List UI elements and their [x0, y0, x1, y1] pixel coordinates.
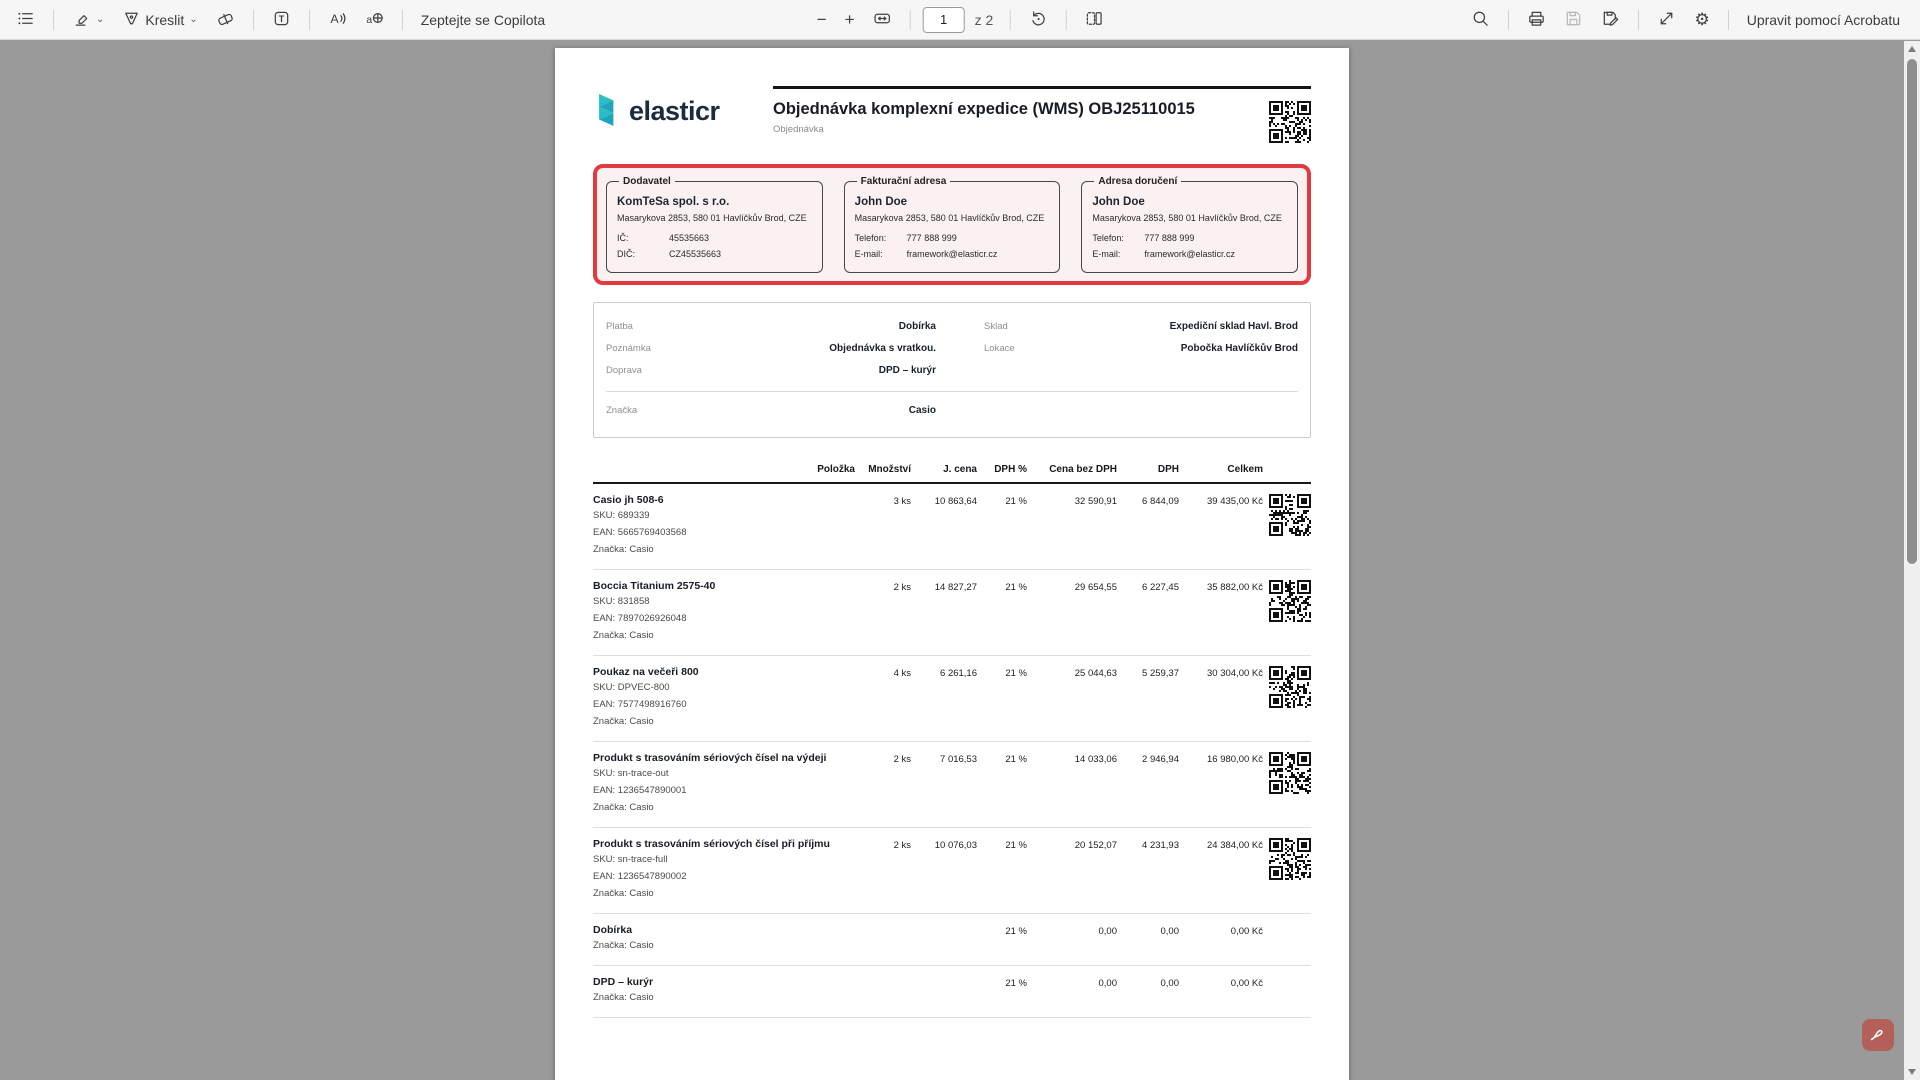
document-title: Objednávka komplexní expedice (WMS) OBJ25110015 — [773, 100, 1195, 118]
save-as-icon — [1601, 9, 1620, 31]
item-unit-price: 10 076,03 — [934, 840, 977, 851]
info-value: Casio — [908, 405, 936, 416]
toolbar-separator — [402, 10, 403, 30]
fit-to-width-button[interactable] — [867, 5, 898, 35]
items-table — [593, 464, 1311, 1018]
order-info-section — [593, 302, 1311, 438]
item-vat-rate: 21 % — [1005, 496, 1027, 507]
field-value: 777 888 999 — [1144, 233, 1195, 243]
item-vat-amount: 6 844,09 — [1142, 496, 1179, 507]
read-aloud-button[interactable] — [322, 5, 353, 35]
item-brand: Značka: Casio — [593, 802, 654, 813]
item-sku: SKU: sn-trace-out — [593, 768, 669, 779]
item-total: 0,00 Kč — [1230, 926, 1263, 937]
draw-label: Kreslit — [145, 11, 185, 28]
item-vat-amount: 6 227,45 — [1142, 582, 1179, 593]
address-field-row — [855, 246, 1050, 262]
chevron-down-icon: ⌄ — [96, 14, 105, 25]
item-total: 0,00 Kč — [1230, 978, 1263, 989]
toolbar-separator — [53, 10, 54, 30]
fit-width-icon — [873, 9, 892, 31]
item-name: Poukaz na večeři 800 — [593, 666, 699, 678]
item-total: 39 435,00 Kč — [1207, 496, 1263, 507]
zoom-out-button[interactable] — [811, 7, 833, 32]
item-total: 35 882,00 Kč — [1207, 582, 1263, 593]
toolbar-separator — [1065, 10, 1066, 30]
scrollbar-thumb[interactable] — [1907, 59, 1917, 564]
info-value: Dobírka — [898, 321, 936, 332]
item-sku: SKU: 831858 — [593, 596, 650, 607]
item-price-ex-vat: 20 152,07 — [1074, 840, 1117, 851]
eraser-icon — [216, 9, 235, 31]
item-name: Boccia Titanium 2575-40 — [593, 580, 716, 592]
item-total: 24 384,00 Kč — [1207, 840, 1263, 851]
minus-icon: − — [816, 10, 827, 29]
toolbar-separator — [910, 10, 911, 30]
qr-code — [1269, 494, 1311, 536]
item-vat-amount: 0,00 — [1160, 926, 1179, 937]
print-icon — [1527, 9, 1546, 31]
page-view-icon — [1084, 9, 1103, 31]
item-brand: Značka: Casio — [593, 940, 654, 951]
item-vat-rate: 21 % — [1005, 926, 1027, 937]
save-as-button[interactable] — [1595, 5, 1626, 35]
table-header-cell: Položka — [817, 464, 855, 475]
field-label: IČ: — [617, 233, 629, 243]
item-name: Casio jh 508-6 — [593, 494, 664, 506]
item-ean: EAN: 7897026926048 — [593, 613, 687, 624]
print-button[interactable] — [1521, 5, 1552, 35]
table-header-cell: DPH — [1157, 464, 1179, 475]
pdf-toolbar — [0, 0, 1920, 40]
item-sku: SKU: 689339 — [593, 510, 650, 521]
document-subtitle: Objednávka — [773, 124, 824, 135]
search-button[interactable] — [1465, 5, 1496, 35]
save-icon — [1564, 9, 1583, 31]
address-line: Masarykova 2853, 580 01 Havlíčkův Brod, CZE — [617, 213, 807, 223]
info-value: DPD – kurýr — [878, 365, 936, 376]
item-price-ex-vat: 32 590,91 — [1074, 496, 1117, 507]
item-vat-amount: 2 946,94 — [1142, 754, 1179, 765]
address-name: John Doe — [854, 196, 908, 208]
info-value: Pobočka Havlíčkův Brod — [1180, 343, 1298, 354]
table-row — [593, 570, 1311, 656]
item-sku: SKU: sn-trace-full — [593, 854, 668, 865]
info-row — [606, 338, 936, 360]
address-name: KomTeSa spol. s r.o. — [617, 196, 730, 208]
field-label: Telefon: — [1092, 233, 1124, 243]
eraser-button[interactable] — [210, 5, 241, 35]
rotate-button[interactable] — [1022, 5, 1053, 35]
item-name: Produkt s trasováním sériových čísel při příjmu — [593, 838, 830, 850]
item-vat-rate: 21 % — [1005, 978, 1027, 989]
ask-copilot-label: Zeptejte se Copilota — [420, 11, 546, 28]
page-total-label: z 2 — [974, 11, 994, 28]
table-header-cell: Cena bez DPH — [1049, 464, 1117, 475]
elasticr-logo-icon — [593, 93, 620, 129]
edit-with-acrobat-label: Upravit pomocí Acrobatu — [1746, 11, 1900, 28]
fullscreen-icon — [1657, 9, 1676, 31]
settings-button[interactable] — [1688, 7, 1715, 32]
table-header-row — [593, 464, 1311, 484]
qr-code — [1269, 666, 1311, 708]
item-quantity: 4 ks — [893, 668, 911, 679]
address-field-row — [617, 230, 812, 246]
item-unit-price: 10 863,64 — [934, 496, 977, 507]
item-ean: EAN: 1236547890001 — [593, 785, 687, 796]
item-unit-price: 7 016,53 — [940, 754, 977, 765]
vertical-scrollbar[interactable] — [1904, 41, 1920, 1080]
table-row — [593, 914, 1311, 966]
translate-button[interactable] — [359, 5, 390, 35]
item-ean: EAN: 5665769403568 — [593, 527, 687, 538]
item-ean: EAN: 1236547890002 — [593, 871, 687, 882]
toolbar-separator — [1638, 10, 1639, 30]
plus-icon: + — [844, 10, 855, 29]
address-box — [606, 176, 823, 273]
field-label: Telefon: — [854, 233, 887, 243]
ask-copilot-button[interactable] — [415, 8, 552, 32]
info-label: Sklad — [984, 321, 1008, 332]
item-quantity: 2 ks — [893, 840, 911, 851]
item-vat-amount: 4 231,93 — [1142, 840, 1179, 851]
svg-text:T: T — [278, 13, 284, 24]
read-aloud-icon — [328, 9, 347, 31]
svg-text:A: A — [330, 11, 339, 26]
gear-icon: ⚙ — [1694, 10, 1710, 29]
info-row — [606, 360, 936, 382]
item-total: 16 980,00 Kč — [1207, 754, 1263, 765]
item-price-ex-vat: 0,00 — [1098, 978, 1117, 989]
toolbar-separator — [253, 10, 254, 30]
translate-icon — [365, 9, 384, 31]
info-row — [606, 316, 936, 338]
item-vat-rate: 21 % — [1005, 840, 1027, 851]
item-price-ex-vat: 14 033,06 — [1074, 754, 1117, 765]
address-field-row — [855, 230, 1050, 246]
field-label: E-mail: — [854, 249, 883, 259]
field-value: framework@elasticr.cz — [906, 249, 998, 259]
search-icon — [1471, 9, 1490, 31]
address-field-row — [1092, 230, 1287, 246]
item-quantity: 2 ks — [893, 582, 911, 593]
item-brand: Značka: Casio — [593, 716, 654, 727]
item-brand: Značka: Casio — [593, 992, 654, 1003]
acrobat-floating-button[interactable] — [1862, 1019, 1894, 1051]
edit-with-acrobat-button[interactable] — [1741, 8, 1906, 32]
page-number-input[interactable] — [923, 7, 965, 33]
info-divider — [606, 391, 1298, 392]
fullscreen-button[interactable] — [1651, 5, 1682, 35]
info-label: Poznámka — [606, 343, 651, 354]
qr-code — [1269, 838, 1311, 880]
info-label: Lokace — [984, 343, 1015, 354]
scroll-down-arrow[interactable] — [1904, 1064, 1920, 1080]
item-vat-amount: 5 259,37 — [1142, 668, 1179, 679]
text-box-icon — [272, 9, 291, 31]
address-box-legend: Adresa doručení — [1098, 176, 1178, 187]
chevron-down-icon: ⌄ — [189, 14, 198, 25]
item-vat-rate: 21 % — [1005, 668, 1027, 679]
item-ean: EAN: 7577498916760 — [593, 699, 687, 710]
scroll-up-arrow[interactable] — [1904, 41, 1920, 57]
info-row-brand — [606, 400, 936, 422]
table-of-contents-button[interactable] — [10, 5, 41, 35]
pen-nib-icon — [122, 9, 141, 31]
table-header-cell: J. cena — [943, 464, 977, 475]
item-brand: Značka: Casio — [593, 544, 654, 555]
info-row — [984, 316, 1298, 338]
item-price-ex-vat: 29 654,55 — [1074, 582, 1117, 593]
svg-text:a: a — [366, 14, 372, 26]
item-vat-rate: 21 % — [1005, 754, 1027, 765]
item-brand: Značka: Casio — [593, 888, 654, 899]
table-row — [593, 966, 1311, 1018]
qr-code — [1269, 101, 1311, 143]
toolbar-separator — [309, 10, 310, 30]
rotate-icon — [1028, 9, 1047, 31]
table-of-contents-icon — [16, 9, 35, 31]
item-quantity — [855, 976, 911, 1006]
item-quantity: 3 ks — [893, 496, 911, 507]
address-line: Masarykova 2853, 580 01 Havlíčkův Brod, CZE — [1092, 213, 1282, 223]
item-vat-amount: 0,00 — [1160, 978, 1179, 989]
field-value: CZ45535663 — [669, 249, 722, 259]
qr-code — [1269, 580, 1311, 622]
highlighter-button[interactable] — [66, 5, 110, 35]
brand-wordmark: elasticr — [629, 95, 720, 126]
info-value: Expediční sklad Havl. Brod — [1169, 321, 1298, 332]
document-header — [593, 86, 1311, 143]
item-unit-price: 14 827,27 — [934, 582, 977, 593]
table-row — [593, 484, 1311, 570]
item-quantity: 2 ks — [893, 754, 911, 765]
toolbar-separator — [1728, 10, 1729, 30]
save-button — [1558, 5, 1589, 35]
address-box-legend: Fakturační adresa — [860, 176, 947, 187]
add-text-button[interactable] — [266, 5, 297, 35]
zoom-in-button[interactable] — [839, 7, 861, 32]
item-name: DPD – kurýr — [593, 976, 654, 988]
address-box — [844, 176, 1061, 273]
toolbar-separator — [1009, 10, 1010, 30]
item-price-ex-vat: 0,00 — [1098, 926, 1117, 937]
brand-logo — [593, 93, 773, 129]
item-unit-price: 6 261,16 — [940, 668, 977, 679]
field-value: framework@elasticr.cz — [1144, 249, 1235, 259]
field-label: DIČ: — [617, 249, 635, 259]
toolbar-separator — [1508, 10, 1509, 30]
addresses-section — [593, 164, 1311, 285]
address-field-row — [617, 246, 812, 262]
address-field-row — [1092, 246, 1287, 262]
item-unit-price — [911, 924, 977, 954]
info-value: Objednávka s vratkou. — [829, 343, 936, 354]
address-box-legend: Dodavatel — [623, 176, 671, 187]
address-name: John Doe — [1092, 196, 1145, 208]
qr-code — [1269, 752, 1311, 794]
item-total: 30 304,00 Kč — [1207, 668, 1263, 679]
table-row — [593, 656, 1311, 742]
item-vat-rate: 21 % — [1005, 582, 1027, 593]
item-name: Produkt s trasováním sériových čísel na výdeji — [593, 752, 827, 764]
address-line: Masarykova 2853, 580 01 Havlíčkův Brod, CZE — [854, 213, 1045, 223]
item-quantity — [855, 924, 911, 954]
info-label: Značka — [606, 405, 638, 416]
table-row — [593, 742, 1311, 828]
info-label: Doprava — [606, 365, 642, 376]
acrobat-icon — [1868, 1025, 1888, 1045]
item-brand: Značka: Casio — [593, 630, 654, 641]
field-value: 777 888 999 — [906, 233, 957, 243]
draw-button[interactable] — [116, 5, 203, 35]
pdf-page — [555, 48, 1349, 1080]
info-label: Platba — [606, 321, 633, 332]
item-unit-price — [911, 976, 977, 1006]
field-value: 45535663 — [669, 233, 710, 243]
item-sku: SKU: DPVEC-800 — [593, 682, 670, 693]
table-header-cell-qr — [1263, 464, 1311, 475]
table-header-cell: DPH % — [994, 464, 1027, 475]
item-name: Dobírka — [593, 924, 633, 936]
address-box — [1081, 176, 1298, 273]
table-header-cell: Celkem — [1227, 464, 1263, 475]
highlighter-icon — [72, 9, 91, 31]
page-view-button[interactable] — [1078, 5, 1109, 35]
table-row — [593, 828, 1311, 914]
field-label: E-mail: — [1092, 249, 1121, 259]
item-price-ex-vat: 25 044,63 — [1074, 668, 1117, 679]
table-header-cell: Množství — [868, 464, 911, 475]
info-row — [984, 338, 1298, 360]
